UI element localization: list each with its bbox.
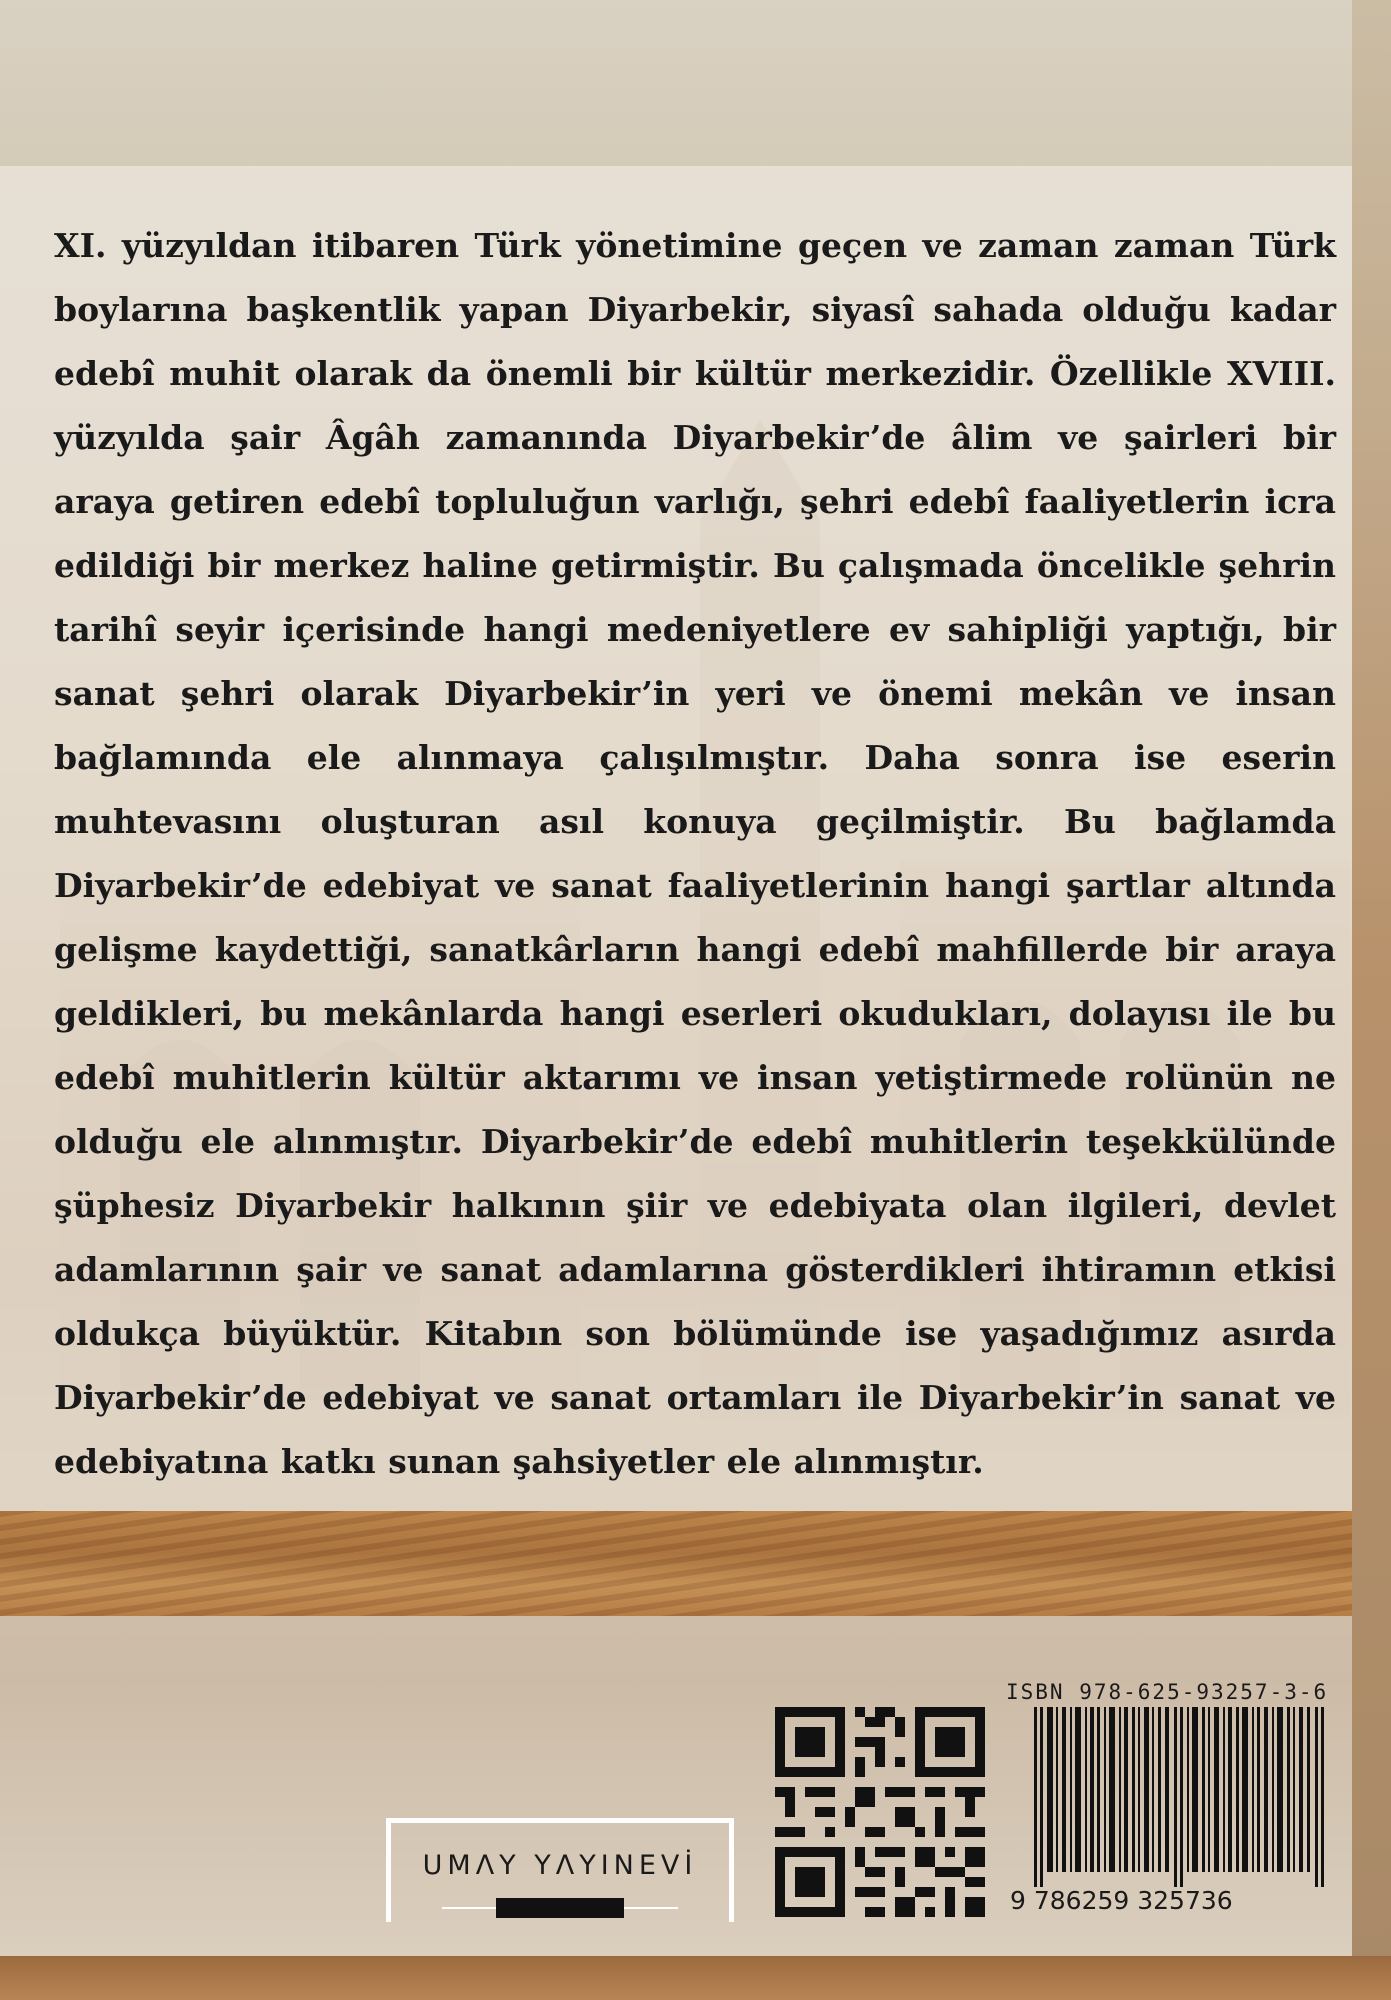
logo-bar bbox=[496, 1898, 624, 1918]
barcode-icon bbox=[1034, 1707, 1334, 1887]
publisher-name: UMΛY YΛYINEVİ bbox=[422, 1850, 698, 1881]
barcode-digits: 9 786259 325736 bbox=[1010, 1886, 1233, 1915]
qr-code-icon bbox=[775, 1707, 985, 1917]
bottom-strip bbox=[0, 1956, 1391, 2000]
right-edge bbox=[1352, 0, 1391, 1956]
wood-strip bbox=[0, 1511, 1352, 1616]
back-cover-blurb: XI. yüzyıldan itibaren Türk yönetimine geçen ve zaman zaman Türk boylarına başkentlik yapan Diyarbekir, siyasî sahada olduğu kadar edebî muhit olarak da önemli bir kültür merkezidir. Özellikle XVIII. yüzyılda şair Âgâh zamanında Diyarbekir’de âlim ve şairleri bir araya getiren edebî topluluğun varlığı, şehri edebî faaliyetlerin icra edildiği bir merkez haline getirmiştir. Bu çalışmada öncelikle şehrin tarihî seyir içerisinde hangi medeniyetlere ev sahipliği yaptığı, bir sanat şehri olarak Diyarbekir’in yeri ve önemi mekân ve insan bağlamında ele alınmaya çalışılmıştır. Daha sonra ise eserin muhtevasını oluşturan asıl konuya geçilmiştir. Bu bağlamda Diyarbekir’de edebiyat ve sanat faaliyetlerinin hangi şartlar altında gelişme kaydettiği, sanatkârların hangi edebî mahfillerde bir araya geldikleri, bu mekânlarda hangi eserleri okudukları, dolayısı ile bu edebî muhitlerin kültür aktarımı ve insan yetiştirmede rolünün ne olduğu ele alınmıştır. Diyarbekir’de edebî muhitlerin teşekkülünde şüphesiz Diyarbekir halkının şiir ve edebiyata olan ilgileri, devlet adamlarının şair ve sanat adamlarına gösterdikleri ihtiramın etkisi oldukça büyüktür. Kitabın son bölümünde ise yaşadığımız asırda Diyarbekir’de edebiyat ve sanat ortamları ile Diyarbekir’in sanat ve edebiyatına katkı sunan şahsiyetler ele alınmıştır. bbox=[54, 226, 1336, 1481]
publisher-logo bbox=[386, 1818, 734, 1922]
isbn-label: ISBN 978-625-93257-3-6 bbox=[1006, 1680, 1329, 1704]
